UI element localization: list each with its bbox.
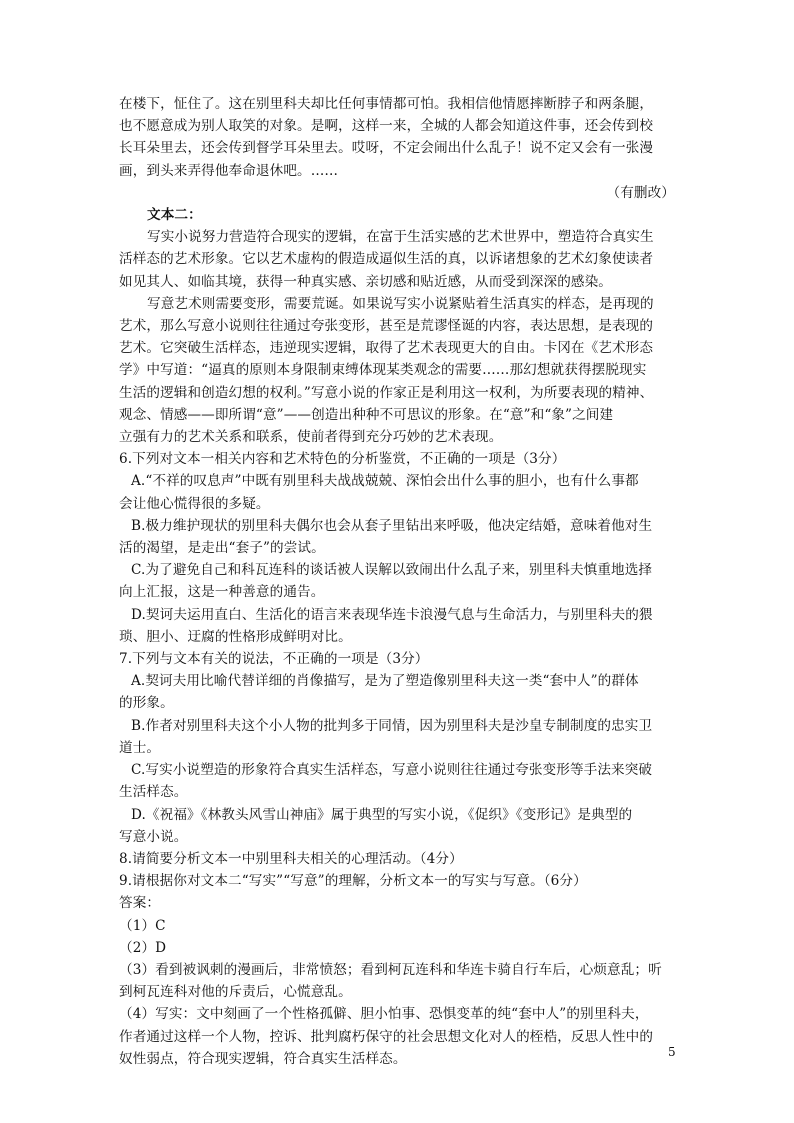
text-line: 写意艺术则需要变形，需要荒诞。如果说写实小说紧贴着生活真实的样态，是再现的	[147, 295, 654, 312]
text-line: 如见其人、如临其境，获得一种真实感、亲切感和贴近感，从而受到深深的感染。	[119, 273, 612, 290]
text-line: 8.请简要分析文本一中别里科夫相关的心理活动。（4分）	[119, 850, 463, 867]
text-line: 会让他心慌得很的多疑。	[119, 495, 270, 512]
text-line: 到柯瓦连科对他的斥责后，心慌意乱。	[119, 984, 352, 1001]
text-line: 活的渴望，是走出“套子”的尝试。	[119, 540, 325, 557]
text-line: 长耳朵里去，还会传到督学耳朵里去。哎呀，不定会闹出什么乱子！说不定又会有一张漫	[119, 140, 654, 157]
text-line: 作者通过这样一个人物，控诉、批判腐朽保守的社会思想文化对人的桎梏，反思人性中的	[119, 1028, 654, 1045]
text-line: 奴性弱点，符合现实逻辑，符合真实生活样态。	[119, 1050, 407, 1067]
text-line: B.作者对别里科夫这个小人物的批判多于同情，因为别里科夫是沙皇专制制度的忠实卫	[131, 717, 653, 734]
text-line: 向上汇报，这是一种善意的通告。	[119, 584, 325, 601]
text-line: 艺术。它突破生活样态，违逆现实逻辑，取得了艺术表现更大的自由。卡冈在《艺术形态	[119, 340, 654, 357]
text-line: 学》中写道：“逼真的原则本身限制束缚体现某类观念的需要……那幻想就获得摆脱现实	[119, 362, 647, 379]
text-line: （3）看到被讽刺的漫画后，非常愤怒；看到柯瓦连科和华连卡骑自行车后，心烦意乱；听	[119, 961, 662, 978]
text-line: 活样态的艺术形象。它以艺术虚构的假造成逼似生活的真，以诉诸想象的艺术幻象使读者	[119, 251, 654, 268]
text-line: C.为了避免自己和科瓦连科的谈话被人误解以致闹出什么乱子来，别里科夫慎重地选择	[131, 562, 653, 579]
text-line: 道士。	[119, 739, 161, 756]
document-body	[119, 93, 675, 1070]
text-line: A.“不祥的叹息声”中既有别里科夫战战兢兢、深怕会出什么事的胆小，也有什么事都	[131, 473, 639, 490]
text-line: （有删改）	[606, 184, 675, 201]
page-number: 5	[668, 1045, 676, 1059]
text-line: 观念、情感——即所谓“意”——创造出种种不可思议的形象。在“意”和“象”之间建	[119, 406, 614, 423]
text-line: 文本二：	[147, 207, 202, 224]
text-line: B.极力维护现状的别里科夫偶尔也会从套子里钻出来呼吸，他决定结婚，意味着他对生	[131, 517, 653, 534]
text-line: 写实小说努力营造符合现实的逻辑，在富于生活实感的艺术世界中，塑造符合真实生	[147, 229, 654, 246]
text-line: （2）D	[119, 939, 167, 956]
text-line: 艺术，那么写意小说则往往通过夸张变形，甚至是荒谬怪诞的内容，表达思想，是表现的	[119, 318, 654, 335]
text-line: 琐、胆小、迂腐的性格形成鲜明对比。	[119, 628, 352, 645]
text-line: 生活的逻辑和创造幻想的权利。”写意小说的作家正是利用这一权利，为所要表现的精神、	[119, 384, 654, 401]
text-line: 写意小说。	[119, 828, 188, 845]
text-line: 在楼下，怔住了。这在别里科夫却比任何事情都可怕。我相信他情愿摔断脖子和两条腿，	[119, 96, 654, 112]
text-line: 的形象。	[119, 695, 174, 712]
text-line: 立强有力的艺术关系和联系，使前者得到充分巧妙的艺术表现。	[119, 429, 503, 446]
text-line: （4）写实：文中刻画了一个性格孤僻、胆小怕事、恐惧变革的纯“套中人”的别里科夫，	[119, 1006, 649, 1023]
text-line: 答案：	[119, 895, 161, 912]
text-line: 9.请根据你对文本二“写实”“写意”的理解，分析文本一的写实与写意。（6分）	[119, 873, 587, 890]
text-line: 7.下列与文本有关的说法，不正确的一项是（3分）	[119, 651, 429, 668]
text-line: D.契诃夫运用直白、生活化的语言来表现华连卡浪漫气息与生命活力，与别里科夫的猥	[131, 606, 653, 623]
text-line: 6.下列对文本一相关内容和艺术特色的分析鉴赏，不正确的一项是（3分）	[119, 451, 566, 468]
text-line: A.契诃夫用比喻代替详细的肖像描写，是为了塑造像别里科夫这一类“套中人”的群体	[131, 673, 639, 690]
text-line: 生活样态。	[119, 784, 188, 801]
text-line: C.写实小说塑造的形象符合真实生活样态，写意小说则往往通过夸张变形等手法来突破	[131, 762, 653, 779]
text-line: （1）C	[119, 917, 166, 934]
text-line: 也不愿意成为别人取笑的对象。是啊，这样一来，全城的人都会知道这件事，还会传到校	[119, 118, 654, 135]
text-line: D.《祝福》《林教头风雪山神庙》属于典型的写实小说，《促织》《变形记》是典型的	[131, 806, 633, 823]
text-line: 画，到头来弄得他奉命退休吧。……	[119, 162, 339, 179]
